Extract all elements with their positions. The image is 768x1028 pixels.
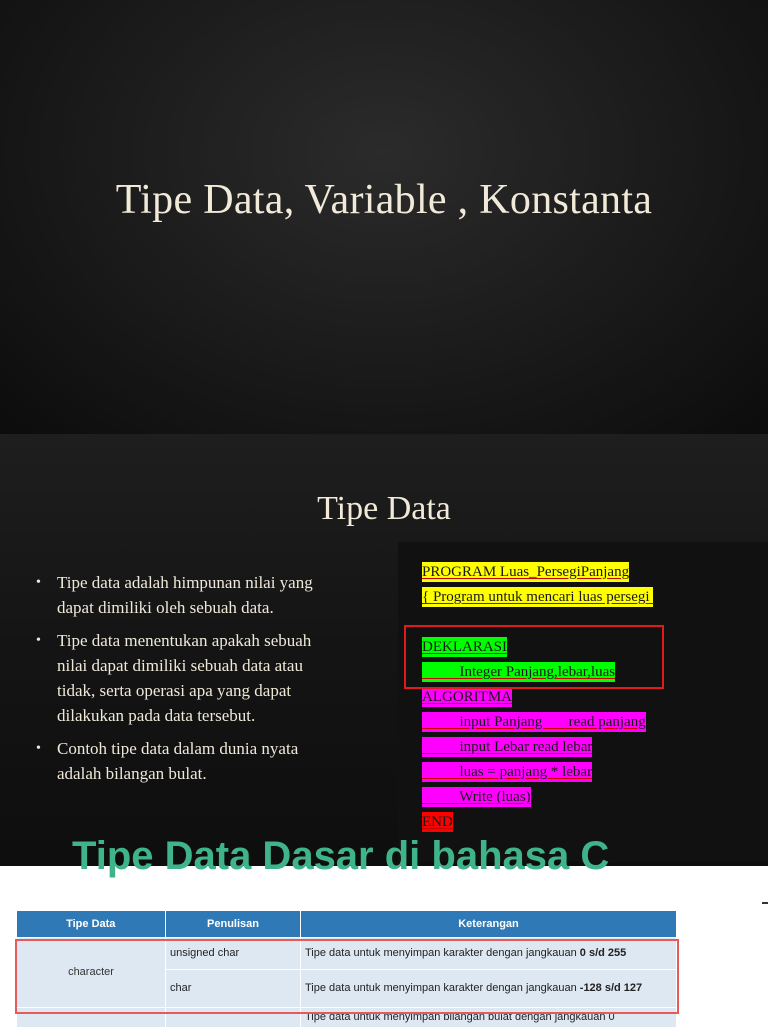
highlight-box: [404, 625, 664, 689]
table-cell-penulisan: char: [166, 969, 301, 1007]
code-line: PROGRAM Luas_PersegiPanjang: [422, 564, 630, 580]
bullet-list: [36, 570, 336, 794]
code-line: END: [422, 814, 453, 830]
code-example-panel: [398, 542, 768, 862]
column-header: Keterangan: [301, 911, 677, 937]
slide-title: Tipe Data, Variable , Konstanta: [115, 177, 653, 223]
code-line: Write (luas): [422, 789, 531, 805]
tipe-data-slide: [0, 434, 768, 866]
table-header-row: [17, 911, 677, 937]
bullet-item: • Tipe data menentukan apakah sebuah nilai dapat dimiliki sebuah data atau tidak, serta operasi apa yang dapat dilakukan pada data tersebut.: [36, 628, 336, 728]
code-line: ALGORITMA: [422, 689, 512, 705]
slide-title: Tipe Data: [317, 490, 451, 527]
table-cell-category: character: [17, 937, 166, 1007]
code-line: DEKLARASI: [422, 639, 507, 655]
code-line: input Lebar read lebar: [422, 739, 593, 755]
code-line: { Program untuk mencari luas persegi: [422, 589, 654, 605]
bullet-icon: •: [36, 633, 41, 648]
highlight-box: [15, 939, 679, 1014]
column-header: Penulisan: [166, 911, 301, 937]
edge-tick: [762, 902, 768, 904]
table-cell-keterangan: Tipe data untuk menyimpan karakter dengan jangkauan -128 s/d 127: [301, 969, 677, 1007]
table-cell-keterangan: Tipe data untuk menyimpan karakter dengan jangkauan 0 s/d 255: [301, 937, 677, 969]
bullet-item: • Tipe data adalah himpunan nilai yang dapat dimiliki oleh sebuah data.: [36, 570, 336, 620]
title-slide: [0, 0, 768, 434]
code-line: Integer Panjang,lebar,luas: [422, 664, 616, 680]
code-line: input Panjang read panjang: [422, 714, 646, 730]
bullet-item: • Contoh tipe data dalam dunia nyata adalah bilangan bulat.: [36, 736, 336, 786]
tipe-data-dasar-slide: [0, 834, 768, 1024]
bullet-icon: •: [36, 741, 41, 756]
slide-heading: Tipe Data Dasar di bahasa C: [72, 834, 610, 878]
column-header: Tipe Data: [17, 911, 166, 937]
table-cell-keterangan: Tipe data untuk menyimpan bilangan bulat dengan jangkauan 0: [301, 1007, 677, 1027]
table-cell-penulisan: unsigned char: [166, 937, 301, 969]
code-line: luas = panjang * lebar: [422, 764, 593, 780]
bullet-icon: •: [36, 575, 41, 590]
